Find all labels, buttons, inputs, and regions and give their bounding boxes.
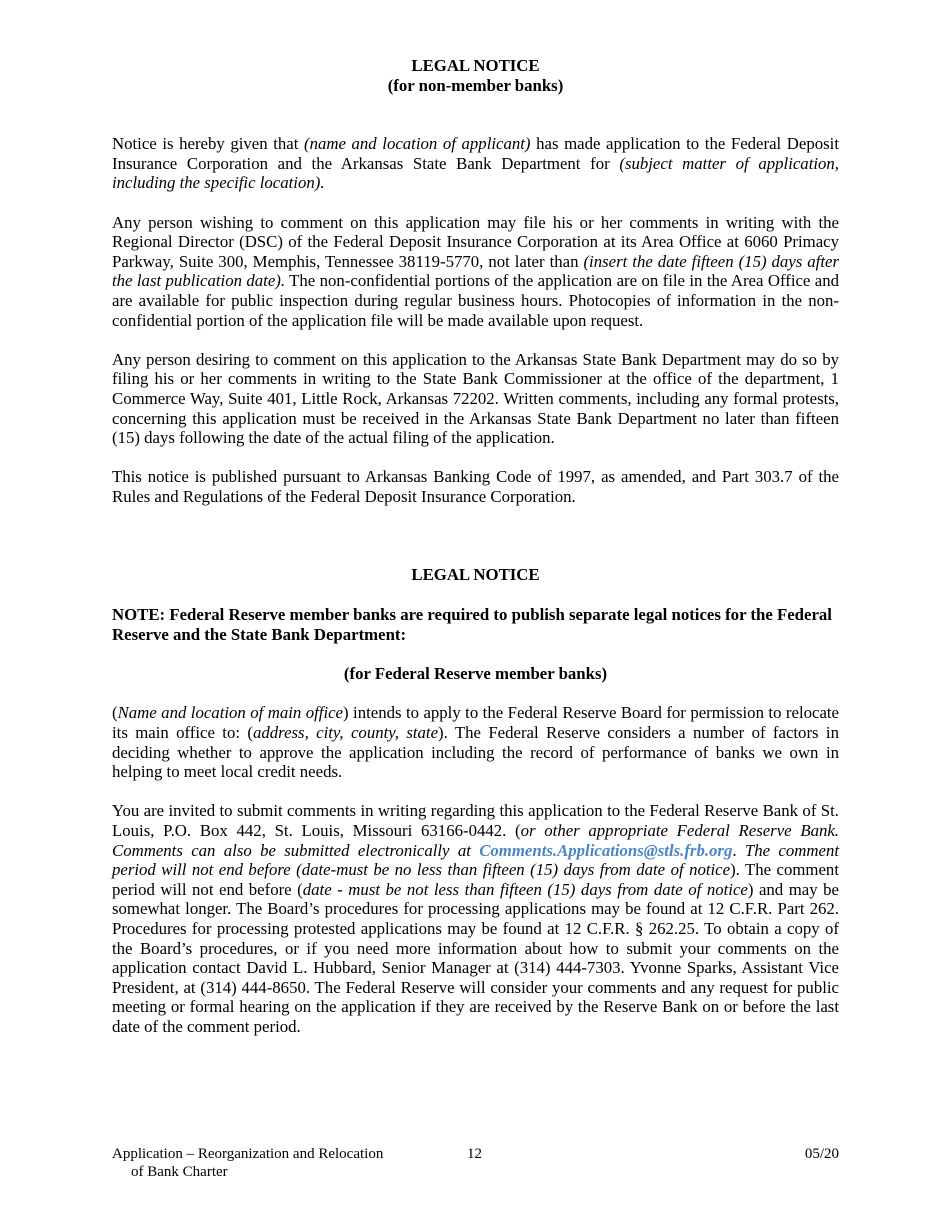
comments-email-link[interactable]: Comments.Applications@stls.frb.org <box>479 840 733 860</box>
notice2-title: LEGAL NOTICE <box>411 565 540 585</box>
notice1-paragraph-3: Any person desiring to comment on this application to the Arkansas State Bank Department may do so by filing his or her comments in writing to the State Bank Commissioner at the office of the department, 1 Commerce Way, Suite 401, Little Rock, Arkansas 72202. Written comments, including any formal protests, concerning this application must be received in the Arkansas State Bank Department no later than fifteen (15) days following the date of the actual filing of the application. <box>112 349 839 448</box>
document-page <box>112 56 839 1037</box>
notice2-subtitle: (for Federal Reserve member banks) <box>343 664 608 684</box>
notice1-paragraph-4: This notice is published pursuant to Arkansas Banking Code of 1997, as amended, and Part 303.7 of the Rules and Regulations of the Federal Deposit Insurance Corporation. <box>112 467 839 506</box>
notice1-subtitle: (for non-member banks) <box>387 75 564 95</box>
notice2-paragraph-1: (Name and location of main office) intends to apply to the Federal Reserve Board for permission to relocate its main office to: (address, city, county, state). The Federal Reserve considers a number of factors in deciding whether to approve the application including the record of performance of banks we own in helping to meet local credit needs. <box>112 703 839 782</box>
notice1-paragraph-2: Any person wishing to comment on this application may file his or her comments in writing with the Regional Director (DSC) of the Federal Deposit Insurance Corporation at its Area Office at 6060 Primacy Parkway, Suite 300, Memphis, Tennessee 38119-5770, not later than (insert the date fifteen (15) days after the last publication date). The non-confidential portions of the application are on file in the Area Office and are available for public inspection during regular business hours. Photocopies of information in the non-confidential portion of the application file will be made available upon request. <box>112 212 840 330</box>
notice1-title: LEGAL NOTICE <box>411 56 540 75</box>
footer-page-number: 12 <box>467 1146 482 1162</box>
notice2-paragraph-2: You are invited to submit comments in writing regarding this application to the Federal Reserve Bank of St. Louis, P.O. Box 442, St. Louis, Missouri 63166-0442. (or other appropriate Federal Reserve Bank. Comments can also be submitted electronically at Comments.Applications@stls.frb.org. The comment period will not end before (date-must be no less than fifteen (15) days from date of notice). The comment period will not end before (date - must be not less than fifteen (15) days from date of notice) and may be somewhat longer. The Board’s procedures for processing applications may be found at 12 C.F.R. Part 262. Procedures for processing protested applications may be found at 12 C.F.R. § 262.25. To obtain a copy of the Board’s procedures, or if you need more information about how to submit your comments on the application contact David L. Hubbard, Senior Manager at (314) 444-7303. Yvonne Sparks, Assistant Vice President, at (314) 444-8650. The Federal Reserve will consider your comments and any request for public meeting or formal hearing on the application if they are received by the Reserve Bank on or before the last date of the comment period. <box>112 801 839 1036</box>
notice1-paragraph-1: Notice is hereby given that (name and location of applicant) has made application to the Federal Deposit Insurance Corporation and the Arkansas State Bank Department for (subject matter of application, including the specific location). <box>112 134 840 193</box>
footer-date: 05/20 <box>804 1146 839 1162</box>
footer-document-title: Application – Reorganization and Relocation of Bank Charter <box>112 1146 384 1180</box>
notice2-note: NOTE: Federal Reserve member banks are required to publish separate legal notices for the Federal Reserve and the State Bank Department: <box>112 605 832 644</box>
